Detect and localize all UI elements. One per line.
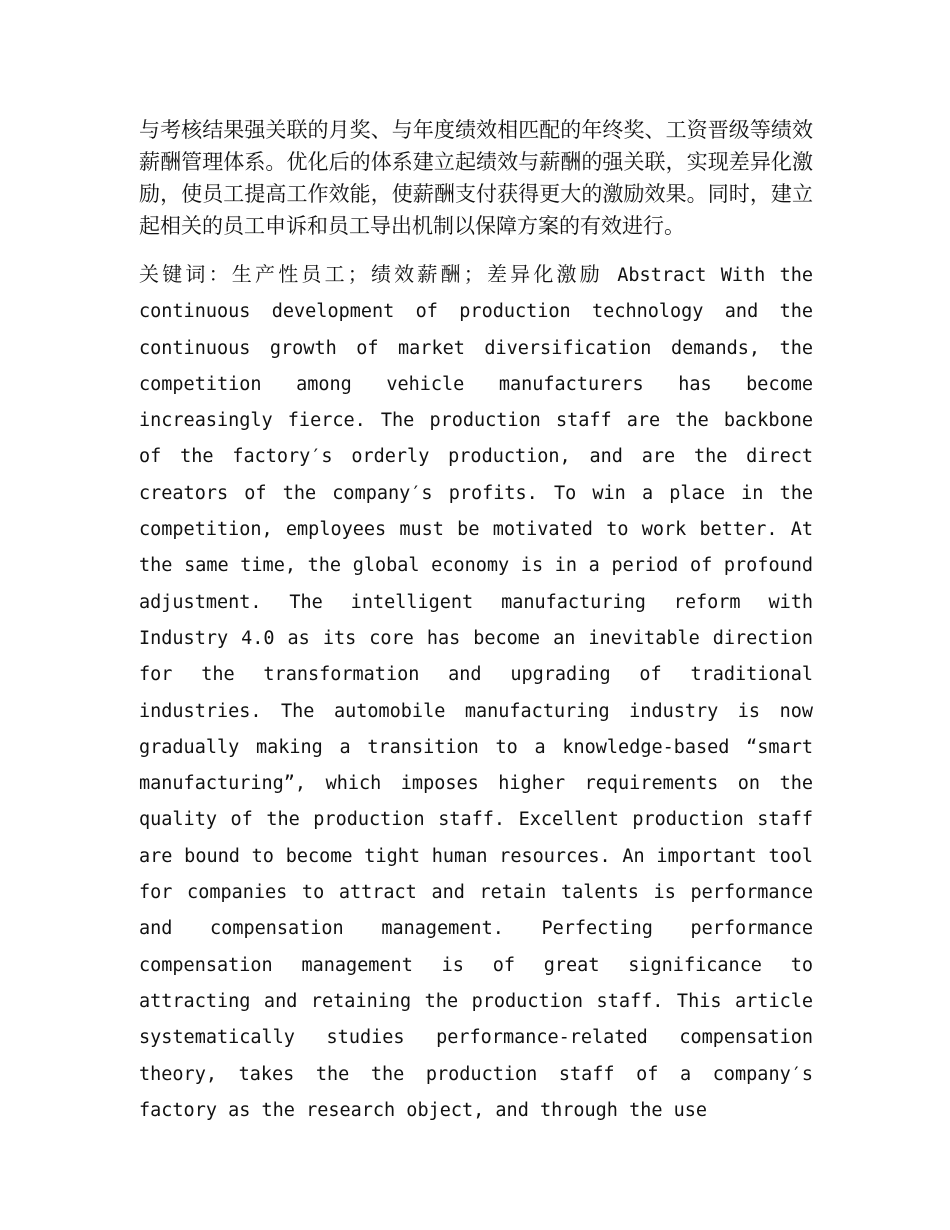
chinese-paragraph: 与考核结果强关联的月奖、与年度绩效相匹配的年终奖、工资晋级等绩效薪酬管理体系。优化后的体系建立起绩效与薪酬的强关联，实现差异化激励，使员工提高工作效能，使薪酬支付获得更大的激励效果。同时，建立起相关的员工申诉和员工导出机制以保障方案的有效进行。	[139, 118, 813, 238]
keywords-and-abstract	[139, 256, 813, 1129]
abstract-text: Abstract With the continuous development of production technology and the continuous growth of market diversification demands, the competition among vehicle manufacturers has become increasingly fierce. The production staff are the backbone of the factory′s orderly production, and are the direct creators of the company′s profits. To win a place in the competition, employees must be motivated to work better. At the same time, the global economy is in a period of profound adjustment. The intelligent manufacturing reform with Industry 4.0 as its core has become an inevitable direction for the transformation and upgrading of traditional industries. The automobile manufacturing industry is now gradually making a transition to a knowledge-based “smart manufacturing”, which imposes higher requirements on the quality of the production staff. Excellent production staff are bound to become tight human resources. An important tool for companies to attract and retain talents is performance and compensation management. Perfecting performance compensation management is of great significance to attracting and retaining the production staff. This article systematically studies performance-related compensation theory, takes the the production staff of a company′s factory as the research object, and through the use	[139, 265, 814, 1121]
keywords-value: 生产性员工；绩效薪酬；差异化激励	[231, 262, 603, 286]
keywords-label: 关键词：	[139, 262, 232, 286]
